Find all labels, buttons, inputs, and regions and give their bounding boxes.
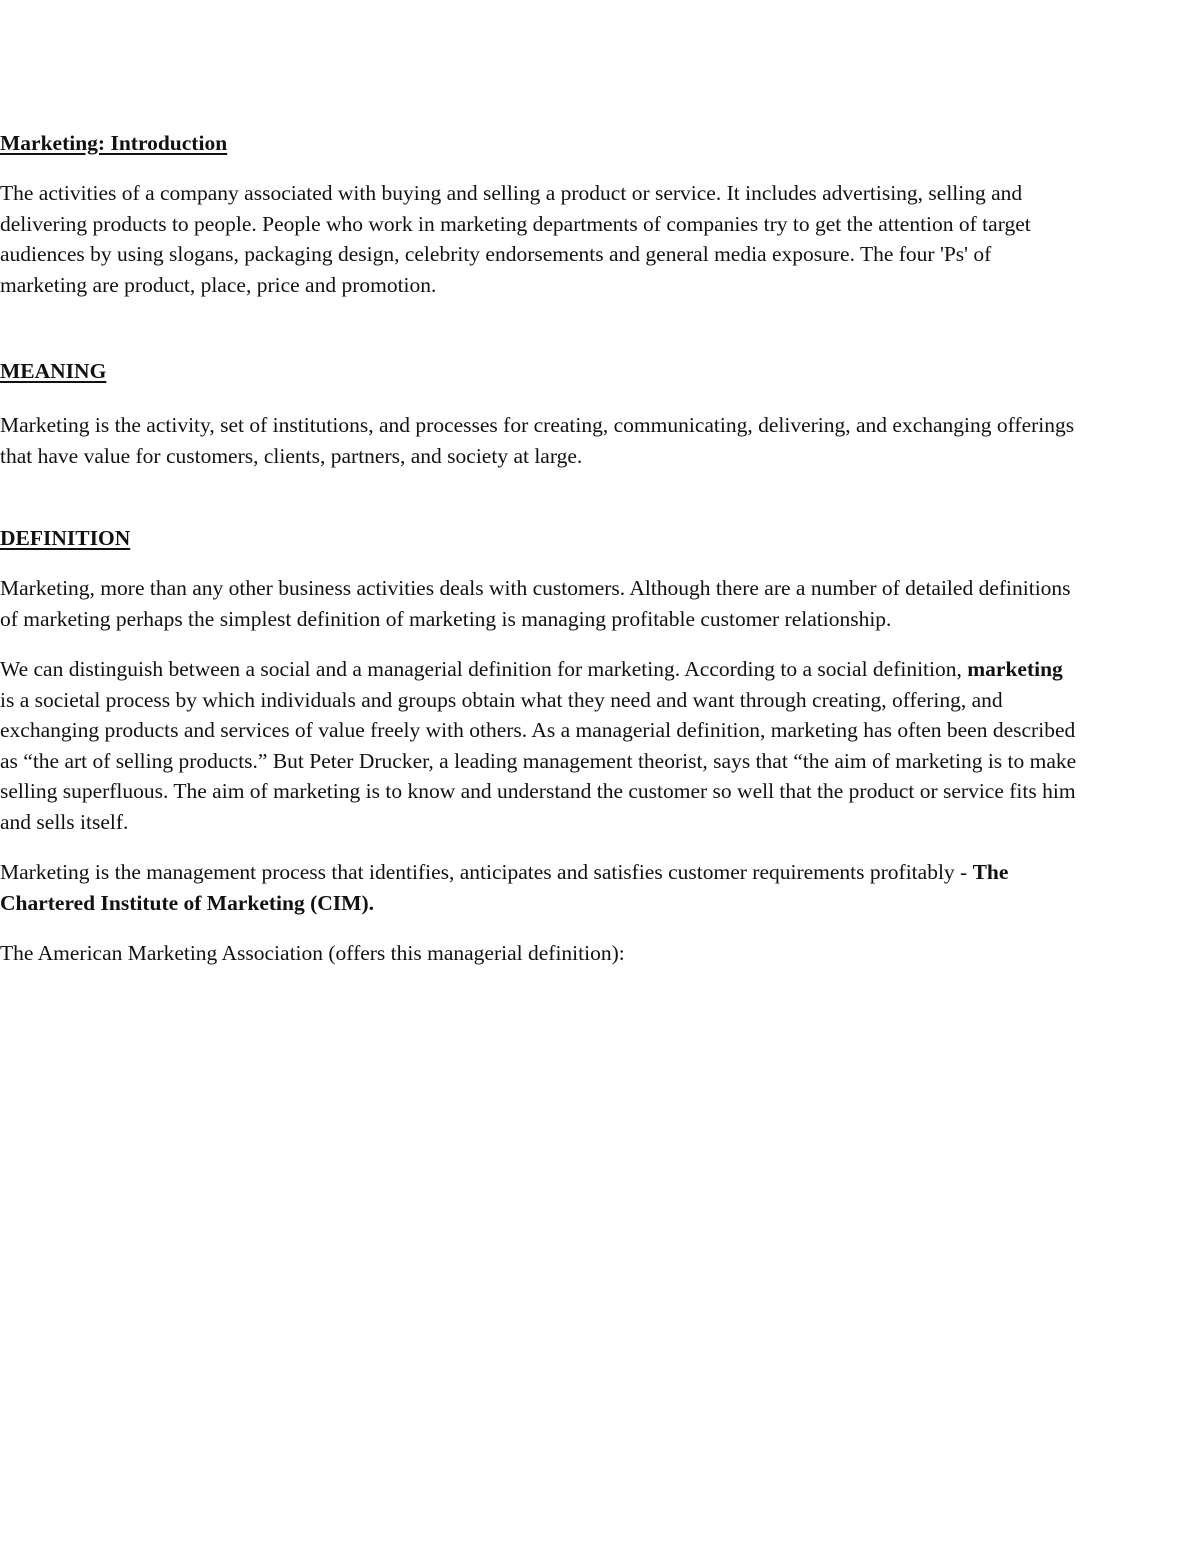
definition-paragraph-2 <box>0 654 1080 837</box>
meaning-heading: MEANING <box>0 359 107 383</box>
para2-lead: We can distinguish between a social and a managerial definition for marketing. According to a social definition, <box>0 657 968 681</box>
para2-rest: is a societal process by which individuals and groups obtain what they need and want through creating, offering, and exchanging products and services of value freely with others. As a managerial definition, marketing has often been described as “the art of selling products.” But Peter Drucker, a leading management theorist, says that “the aim of marketing is to make selling superfluous. The aim of marketing is to know and understand the customer so well that the product or service fits him and sells itself. <box>0 687 1077 834</box>
intro-paragraph: The activities of a company associated with buying and selling a product or service. It includes advertising, selling and delivering products to people. People who work in marketing departments of companies try to get the attention of target audiences by using slogans, packaging design, celebrity endorsements and general media exposure. The four 'Ps' of marketing are product, place, price and promotion. <box>0 181 1031 297</box>
definition-paragraph-1: Marketing, more than any other business activities deals with customers. Although there are a number of detailed definitions of marketing perhaps the simplest definition of marketing is managing profitable customer relationship. <box>0 576 1071 631</box>
document-page <box>0 128 1080 969</box>
para3-text: Marketing is the management process that identifies, anticipates and satisfies customer requirements profitably - <box>0 860 973 884</box>
definition-paragraph-3 <box>0 857 1080 918</box>
definition-paragraph-4: The American Marketing Association (offers this managerial definition): <box>0 941 625 965</box>
meaning-paragraph: Marketing is the activity, set of institutions, and processes for creating, communicating, delivering, and exchanging offerings that have value for customers, clients, partners, and society at large. <box>0 413 1075 468</box>
para2-bold-term: marketing <box>967 657 1063 681</box>
intro-heading: Marketing: Introduction <box>0 131 228 155</box>
definition-heading: DEFINITION <box>0 526 131 550</box>
cim-attribution: The Chartered Institute of Marketing (CIM). <box>0 860 1009 915</box>
